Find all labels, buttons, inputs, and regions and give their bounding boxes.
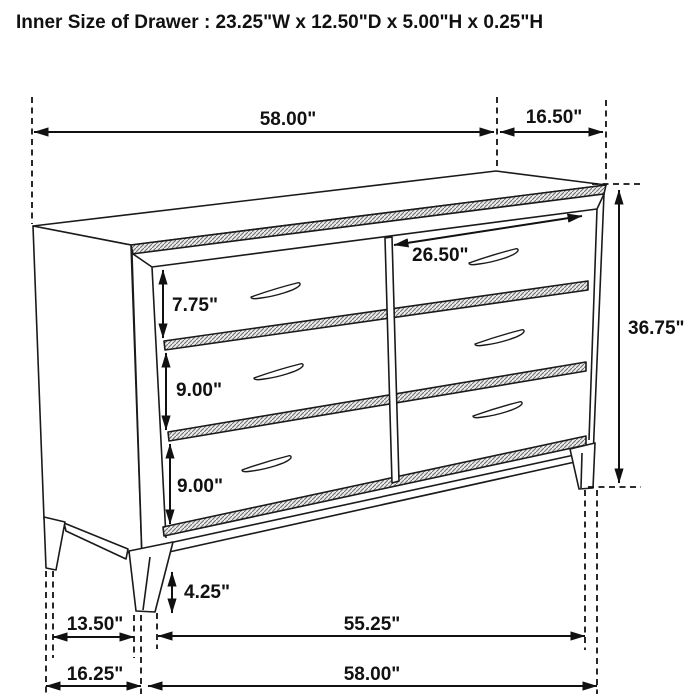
dim-label-foot-spacing-depth: 13.50" xyxy=(66,614,124,635)
dim-label-top-drawer-height: 7.75" xyxy=(172,295,218,316)
dim-label-base-depth: 16.25" xyxy=(66,664,124,685)
dim-label-top-drawer-width: 26.50" xyxy=(412,245,469,266)
front-right-leg-edge xyxy=(581,453,582,488)
dim-label-foot-spacing-width: 55.25" xyxy=(343,614,401,635)
dim-label-top-depth: 16.50" xyxy=(525,107,583,128)
front-right-leg xyxy=(570,443,595,489)
dim-label-base-width: 58.00" xyxy=(343,664,401,685)
dim-label-middle-drawer-height: 9.00" xyxy=(176,380,222,401)
dim-label-leg-height: 4.25" xyxy=(184,582,230,603)
front-left-leg xyxy=(129,542,173,612)
back-left-leg xyxy=(44,517,65,570)
diagram-title: Inner Size of Drawer : 23.25"W x 12.50"D x 5.00"H x 0.25"H xyxy=(16,12,544,33)
dim-label-overall-height: 36.75" xyxy=(628,318,685,339)
dim-label-bottom-drawer-height: 9.00" xyxy=(177,476,223,497)
dresser-left-side-panel xyxy=(33,226,142,558)
dim-label-top-width: 58.00" xyxy=(259,109,317,130)
